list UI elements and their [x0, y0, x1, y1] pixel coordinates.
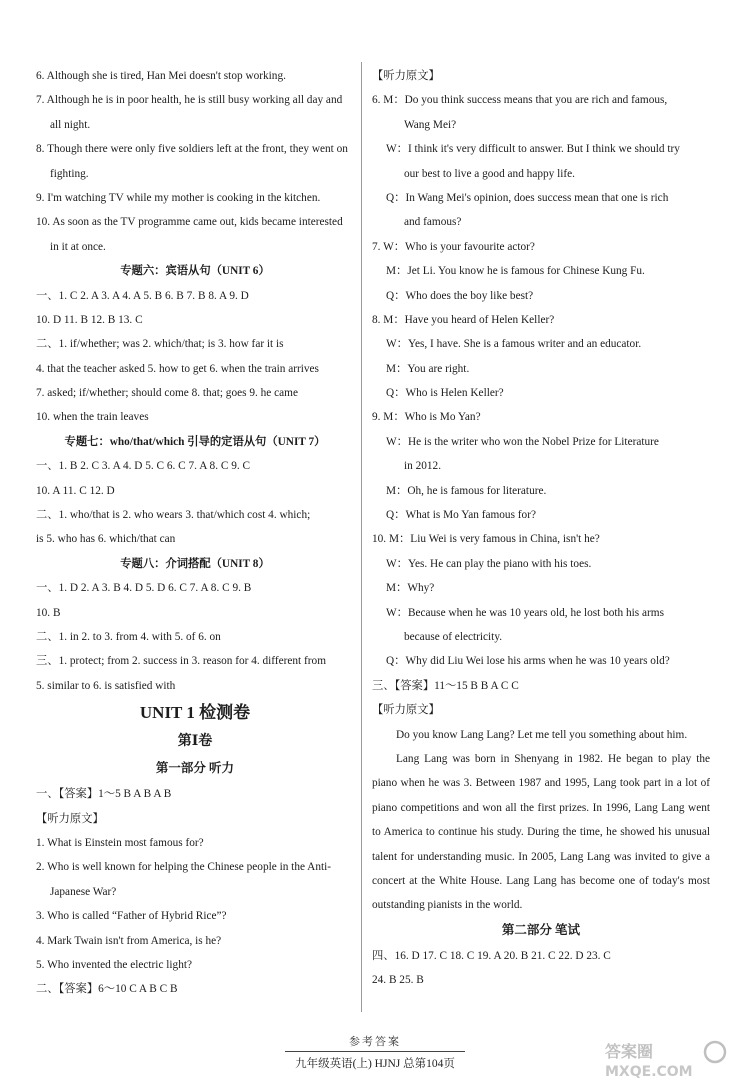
footer-rule — [285, 1051, 465, 1052]
answer-line: 4. that the teacher asked 5. how to get 6. when the train arrives — [36, 362, 319, 375]
watermark-glyph: 答案圈 — [605, 1042, 654, 1061]
answer-line: 10. A 11. C 12. D — [36, 484, 115, 497]
watermark-circle — [705, 1042, 725, 1062]
dialogue-line: and famous? — [404, 216, 462, 229]
part-title-listening: 第一部分 听力 — [155, 761, 235, 776]
question-line: Japanese War? — [50, 885, 117, 898]
dialogue-line: W：I think it's very difficult to answer. But I think we should try — [386, 143, 680, 156]
dialogue-line: M：Oh, he is famous for literature. — [386, 484, 547, 497]
answer-line: 10. D 11. B 12. B 13. C — [36, 313, 143, 326]
footer-label: 参考答案 — [349, 1036, 401, 1048]
dialogue-line: M：You are right. — [386, 362, 470, 375]
part-title-writing: 第二部分 笔试 — [501, 922, 581, 937]
answer-line: 6. Although she is tired, Han Mei doesn't stop working. — [36, 70, 286, 82]
answer-line: 一、1. C 2. A 3. A 4. A 5. B 6. B 7. B 8. A 9. D — [36, 289, 249, 302]
answer-line: 一、1. B 2. C 3. A 4. D 5. C 6. C 7. A 8. C 9. C — [36, 460, 251, 473]
dialogue-line: W：Because when he was 10 years old, he lost both his arms — [386, 606, 664, 619]
question-line: 5. Who invented the electric light? — [36, 958, 193, 971]
answer-line: is 5. who has 6. which/that can — [36, 533, 176, 546]
answer-line: 5. similar to 6. is satisfied with — [36, 679, 176, 692]
question-line: 4. Mark Twain isn't from America, is he? — [36, 934, 222, 947]
right-column — [372, 64, 710, 993]
passage-text: Lang Lang was born in Shenyang in 1982. He began to play the piano when he was 3. Between 1987 and 1995, Lang took part in a lot of piano competitions and won all the first prizes. In 1996, Lang Lang went to America to continue his study. During the time, he showed his unusual talent for understanding music. In 2005, Lang Lang was invited to give a concert at the White House. Lang Lang has become one of today's most outstanding pianists in the world. — [372, 752, 710, 912]
answer-line: 一、【答案】1～5 B A B A B — [36, 788, 172, 801]
dialogue-line: W：Yes, I have. She is a famous writer and an educator. — [386, 338, 642, 351]
dialogue-line: W：He is the writer who won the Nobel Prize for Literature — [386, 435, 659, 448]
answer-line: 二、【答案】6～10 C A B C B — [36, 983, 178, 996]
answer-line: all night. — [50, 118, 91, 131]
dialogue-line: M：Why? — [386, 582, 435, 595]
script-label: 【听力原文】 — [372, 70, 440, 82]
dialogue-line: Q：Who is Helen Keller? — [386, 387, 504, 400]
dialogue-line: Q：In Wang Mei's opinion, does success mean that one is rich — [386, 191, 669, 204]
watermark-graphic — [603, 1040, 738, 1080]
answer-line: 三、【答案】11～15 B B A C C — [372, 679, 519, 692]
dialogue-line: W：Yes. He can play the piano with his toes. — [386, 557, 592, 570]
answer-line: 三、1. protect; from 2. success in 3. reason for 4. different from — [36, 655, 326, 668]
section-title-6: 专题六：宾语从句（UNIT 6） — [120, 265, 270, 278]
answer-line: 7. Although he is in poor health, he is still busy working all day and — [36, 94, 343, 107]
answer-line: 9. I'm watching TV while my mother is cooking in the kitchen. — [36, 191, 321, 204]
question-line: 3. Who is called “Father of Hybrid Rice”? — [36, 910, 227, 923]
dialogue-line: our best to live a good and happy life. — [404, 167, 575, 180]
answer-line: fighting. — [50, 167, 89, 180]
section-title-7: 专题七：who/that/which 引导的定语从句（UNIT 7） — [64, 435, 326, 448]
column-divider — [361, 62, 362, 1012]
answer-line: 一、1. D 2. A 3. B 4. D 5. D 6. C 7. A 8. C 9. B — [36, 582, 252, 595]
left-column — [36, 64, 354, 1002]
watermark-text: MXQE.COM — [605, 1064, 693, 1080]
dialogue-line: M：Jet Li. You know he is famous for Chinese Kung Fu. — [386, 265, 645, 278]
unit-title: UNIT 1 检测卷 — [139, 703, 251, 723]
dialogue-line: because of electricity. — [404, 630, 503, 643]
answer-line: 24. B 25. B — [372, 974, 424, 987]
answer-line: 10. B — [36, 606, 61, 619]
script-label: 【听力原文】 — [372, 704, 440, 717]
question-line: 2. Who is well known for helping the Chinese people in the Anti- — [36, 861, 332, 874]
answer-line: 二、1. if/whether; was 2. which/that; is 3. how far it is — [36, 338, 284, 351]
answer-line: 二、1. who/that is 2. who wears 3. that/which cost 4. which; — [36, 509, 311, 522]
dialogue-line: Q：Why did Liu Wei lose his arms when he was 10 years old? — [386, 655, 670, 668]
section-title-8: 专题八：介词搭配（UNIT 8） — [120, 557, 270, 570]
dialogue-line: 6. M：Do you think success means that you are rich and famous, — [372, 94, 668, 107]
answer-line: 10. when the train leaves — [36, 411, 149, 424]
passage-intro: Do you know Lang Lang? Let me tell you something about him. — [396, 728, 688, 741]
paper-title: 第Ⅰ卷 — [177, 734, 213, 750]
dialogue-line: in 2012. — [404, 460, 442, 473]
dialogue-line: Wang Mei? — [404, 118, 457, 131]
watermark-logo — [603, 1040, 738, 1080]
answer-line: 10. As soon as the TV programme came out, kids became interested — [36, 216, 343, 229]
answer-line: 7. asked; if/whether; should come 8. that; goes 9. he came — [36, 387, 298, 400]
dialogue-line: Q：Who does the boy like best? — [386, 289, 534, 302]
dialogue-line: 7. W：Who is your favourite actor? — [372, 240, 535, 253]
footer-page-info: 九年级英语(上) HJNJ 总第104页 — [295, 1058, 455, 1070]
dialogue-line: 9. M：Who is Mo Yan? — [372, 411, 481, 424]
answer-line: in it at once. — [50, 240, 106, 253]
dialogue-line: Q：What is Mo Yan famous for? — [386, 509, 536, 522]
answer-line: 四、16. D 17. C 18. C 19. A 20. B 21. C 22. D 23. C — [372, 949, 611, 962]
answer-line: 二、1. in 2. to 3. from 4. with 5. of 6. on — [36, 630, 221, 643]
dialogue-line: 8. M：Have you heard of Helen Keller? — [372, 313, 555, 326]
script-label: 【听力原文】 — [36, 812, 104, 825]
answer-line: 8. Though there were only five soldiers left at the front, they went on — [36, 143, 348, 156]
dialogue-line: 10. M：Liu Wei is very famous in China, isn't he? — [372, 533, 600, 546]
question-line: 1. What is Einstein most famous for? — [36, 836, 204, 849]
